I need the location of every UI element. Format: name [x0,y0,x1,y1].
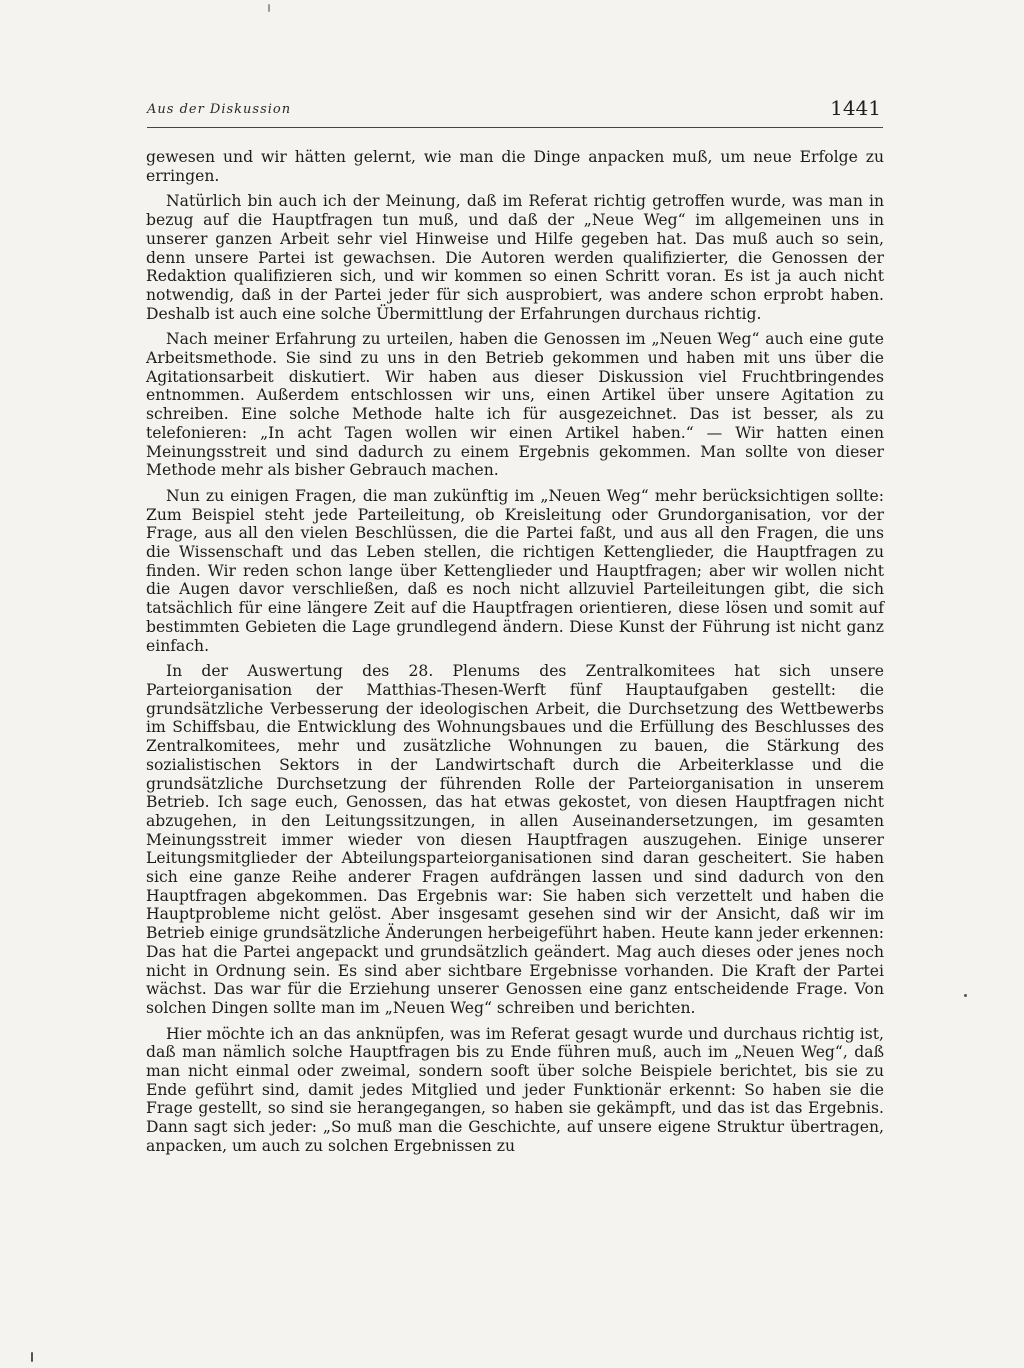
paragraph: Hier möchte ich an das anknüpfen, was im Referat gesagt wurde und durchaus richtig ist, daß man nämlich solche Hauptfragen bis zu Ende führen muß, auch im „Neuen Weg“, daß man nicht einmal oder zweimal, sondern sooft über solche Beispiele berichtet, bis sie zu Ende geführt sind, damit jedes Mitglied und jeder Funktionär erkennt: So haben sie die Frage gestellt, so sind sie herangegangen, so haben sie gekämpft, und das ist das Ergebnis. Dann sagt sich jeder: „So muß man die Geschichte, auf unsere eigene Struktur übertragen, anpacken, um auch zu solchen Ergebnissen zu [146,1024,884,1155]
paragraph: gewesen und wir hätten gelernt, wie man die Dinge anpacken muß, um neue Erfolge zu erringen. [146,148,884,185]
print-speck [268,4,270,12]
page-number: 1441 [830,96,881,120]
paragraph: Nun zu einigen Fragen, die man zukünftig im „Neuen Weg“ mehr berücksichtigen sollte: Zum Beispiel steht jede Parteileitung, ob Kreisleitung oder Grundorganisation, vor der Frage, aus all den vielen Beschlüssen, die die Partei faßt, und aus all den Fragen, die uns die Wissenschaft und das Leben stellen, die richtigen Kettenglieder, die Hauptfragen zu finden. Wir reden schon lange über Kettenglieder und Hauptfragen; aber wir wollen nicht die Augen davor verschließen, daß es noch nicht allzuviel Parteileitungen gibt, die sich tatsächlich für eine längere Zeit auf die Hauptfragen orientieren, diese lösen und somit auf bestimmten Gebieten die Lage grundlegend ändern. Diese Kunst der Führung ist nicht ganz einfach. [146,486,884,655]
paragraph: Natürlich bin auch ich der Meinung, daß im Referat richtig getroffen wurde, was man in bezug auf die Hauptfragen tun muß, und daß der „Neue Weg“ im allgemeinen uns in unserer ganzen Arbeit sehr viel Hinweise und Hilfe gegeben hat. Das muß auch so sein, denn unsere Partei ist gewachsen. Die Autoren werden qualifizierter, die Genossen der Redaktion qualifizieren sich, und wir kommen so einen Schritt voran. Es ist ja auch nicht notwendig, daß in der Partei jeder für sich ausprobiert, was andere schon erprobt haben. Deshalb ist auch eine solche Übermittlung der Erfahrungen durchaus richtig. [146,192,884,323]
header-rule [147,127,883,128]
print-speck [31,1352,33,1362]
paragraph: Nach meiner Erfahrung zu urteilen, haben die Genossen im „Neuen Weg“ auch eine gute Arbeitsmethode. Sie sind zu uns in den Betrieb gekommen und haben mit uns über die Agitationsarbeit diskutiert. Wir haben aus dieser Diskussion viel Fruchtbringendes entnommen. Außerdem entschlossen wir uns, einen Artikel über unsere Agitation zu schreiben. Eine solche Methode halte ich für ausgezeichnet. Das ist besser, als zu telefonieren: „In acht Tagen wollen wir einen Artikel haben.“ — Wir hatten einen Meinungsstreit und sind dadurch zu einem Ergebnis gekommen. Man sollte von dieser Methode mehr als bisher Gebrauch machen. [146,330,884,480]
print-speck [964,994,967,997]
running-head: Aus der Diskussion [147,102,292,117]
body-text [146,148,884,1163]
page-header [147,96,883,124]
paragraph: In der Auswertung des 28. Plenums des Zentralkomitees hat sich unsere Parteiorganisation der Matthias-Thesen-Werft fünf Hauptaufgaben gestellt: die grundsätzliche Verbesserung der ideologischen Arbeit, die Durchsetzung des Wettbewerbs im Schiffsbau, die Entwicklung des Wohnungsbaues und die Erfüllung des Beschlusses des Zentralkomitees, mehr und zusätzliche Wohnungen zu bauen, die Stärkung des sozialistischen Sektors in der Landwirtschaft durch die Arbeiterklasse und die grundsätzliche Durchsetzung der führenden Rolle der Parteiorganisation in unserem Betrieb. Ich sage euch, Genossen, das hat etwas gekostet, von diesen Hauptfragen nicht abzugehen, in den Leitungssitzungen, in allen Auseinandersetzungen, im gesamten Meinungsstreit immer wieder von diesen Hauptfragen auszugehen. Einige unserer Leitungsmitglieder der Abteilungsparteiorganisationen sind daran gescheitert. Sie haben sich eine ganze Reihe anderer Fragen aufdrängen lassen und sind dadurch von den Hauptfragen abgekommen. Das Ergebnis war: Sie haben sich verzettelt und haben die Hauptprobleme nicht gelöst. Aber insgesamt gesehen sind wir der Ansicht, daß wir im Betrieb einige grundsätzliche Änderungen herbeigeführt haben. Heute kann jeder erkennen: Das hat die Partei angepackt und grundsätzlich geändert. Mag auch dieses oder jenes noch nicht in Ordnung sein. Es sind aber sichtbare Ergebnisse vorhanden. Die Kraft der Partei wächst. Das war für die Erziehung unserer Genossen eine ganz entscheidende Frage. Von solchen Dingen sollte man im „Neuen Weg“ schreiben und berichten. [146,662,884,1017]
